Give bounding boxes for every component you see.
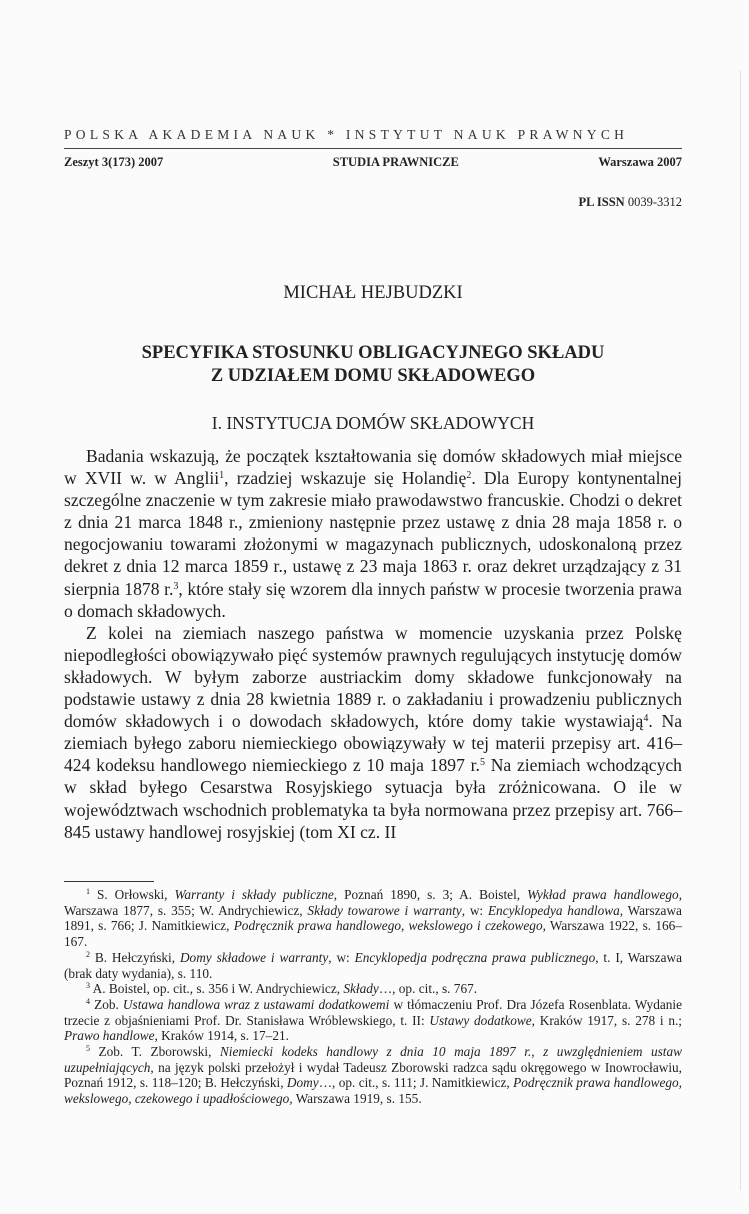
journal-name: STUDIA PRAWNICZE: [332, 155, 459, 169]
article-author: MICHAŁ HEJBUDZKI: [283, 283, 463, 303]
footnote-number: 2: [86, 949, 90, 959]
footnote: $^2$ B. Hełczyński, Domy składowe i warranty, w: Encyklopedja podręczna prawa publicznego, t. I, Warszawa (brak daty wydania), s. 110.: [64, 949, 682, 981]
footnotes: [64, 887, 682, 1107]
place-year: Warszawa 2007: [598, 155, 682, 169]
footnote: $^1$ S. Orłowski, Warranty i składy publiczne, Poznań 1890, s. 3; A. Boistel, Wykład prawa handlowego, Warszawa 1877, s. 355; W. Andrychiewicz, Składy towarowe i warranty, w: Encyklopedya handlowa, Warszawa 1891, s. 766; J. Namitkiewicz, Podręcznik prawa handlowego, wekslowego i czekowego, Warszawa 1922, s. 166–167.: [64, 887, 683, 950]
footnote-reference[interactable]: 2: [466, 470, 472, 482]
header-rule: [64, 148, 682, 149]
footnote-reference[interactable]: 4: [643, 713, 649, 725]
italic-title: Ustawy dodatkowe: [429, 1012, 532, 1028]
italic-title: Składy towarowe i warranty: [307, 902, 462, 918]
italic-title: Domy składowe i warranty: [179, 949, 329, 965]
issn-label: PL ISSN: [578, 195, 625, 209]
italic-title: Wykład prawa handlowego: [527, 887, 679, 902]
footnote-number: 1: [86, 887, 90, 896]
italic-title: Podręcznik prawa handlowego, wekslowego i czekowego: [233, 918, 543, 934]
paragraph: Badania wskazują, że początek kształtowania się domów składowych miał miejsce w XVII w. w Anglii$^1$, rzadziej wskazuje się Holandię$^2$. Dla Europy kontynentalnej szczególne znaczenie w tym zakresie miało prawodawstwo francuskie. Chodzi o dekret z dnia 21 marca 1848 r., zmieniony następnie przez ustawę z dnia 28 maja 1858 r. o negocjowaniu towarami złożonymi w magazynach publicznych, udoskonaloną przez dekret z dnia 12 marca 1859 r., ustawę z 23 maja 1863 r. oraz dekret urządzający z 31 sierpnia 1878 r.$^3$, które stały się wzorem dla innych państw w procesie tworzenia prawa o domach składowych.: [64, 446, 682, 621]
footnote-rule: [64, 881, 154, 882]
article-title: [64, 342, 682, 388]
journal-info-row: [64, 155, 682, 170]
italic-title: Prawo handlowe: [64, 1028, 155, 1044]
body-text: [64, 445, 682, 843]
italic-title: Niemiecki kodeks handlowy z dnia 10 maja 1897 r., z uwzględnieniem ustaw uzupełniających: [64, 1044, 683, 1075]
italic-title: Domy: [286, 1075, 319, 1091]
italic-title: Encyklopedya handlowa: [487, 902, 620, 918]
issn-number: 0039-3312: [627, 195, 682, 209]
title-line-1: SPECYFIKA STOSUNKU OBLIGACYJNEGO SKŁADU: [141, 343, 605, 363]
italic-title: Encyklopedja podręczna prawa publicznego: [354, 949, 596, 965]
footnote: $^4$ Zob. Ustawa handlowa wraz z ustawami dodatkowemi w tłómaczeniu Prof. Dra Józefa Rosenblata. Wydanie trzecie z objaśnieniami Prof. Dr. Stanisława Wróblewskiego, t. II: Ustawy dodatkowe, Kraków 1917, s. 278 i n.; Prawo handlowe, Kraków 1914, s. 17–21.: [64, 996, 682, 1044]
footnote: $^5$ Zob. T. Zborowski, Niemiecki kodeks handlowy z dnia 10 maja 1897 r., z uwzględnieniem ustaw uzupełniających, na język polski przełożył i wydał Tadeusz Zborowski radzca sądu okręgowego w Inowrocławiu, Poznań 1912, s. 118–120; B. Hełczyński, Domy…, op. cit., s. 111; J. Namitkiewicz, Podręcznik prawa handlowego, wekslowego, czekowego i upadłościowego, Warszawa 1919, s. 155.: [64, 1044, 683, 1107]
italic-title: Składy: [343, 981, 379, 997]
italic-title: Ustawa handlowa wraz z ustawami dodatkowemi: [122, 996, 390, 1012]
paragraph: Z kolei na ziemiach naszego państwa w momencie uzyskania przez Polskę niepodległości obowiązywało pięć systemów prawnych regulujących instytucję domów składowych. W byłym zaborze austriackim domy składowe funkcjonowały na podstawie ustawy z dnia 28 kwietnia 1889 r. o zakładaniu i prowadzeniu publicznych domów składowych i o dowodach składowych, które domy takie wystawiają$^4$. Na ziemiach byłego zaboru niemieckiego obowiązywały w tej materii przepisy art. 416–424 kodeksu handlowego niemieckiego z 10 maja 1897 r.$^5$ Na ziemiach wchodzących w skład byłego Cesarstwa Rosyjskiego sytuacja była zróżnicowana. O ile w województwach wschodnich problematyka ta była normowana przez przepisy art. 766–845 ustawy handlowej rosyjskiej (tom XI cz. II: [64, 622, 682, 842]
footnote-reference[interactable]: 3: [173, 580, 179, 592]
footnote-number: 3: [86, 981, 90, 991]
footnote-reference[interactable]: 1: [219, 470, 225, 482]
italic-title: Warranty i składy publiczne: [174, 887, 334, 902]
issn: [578, 195, 682, 210]
footnote-reference[interactable]: 5: [479, 757, 485, 769]
footnote-number: 5: [86, 1044, 90, 1054]
scan-edge-line: [740, 70, 741, 1190]
title-line-2: Z UDZIAŁEM DOMU SKŁADOWEGO: [210, 366, 536, 386]
footnote: $^3$ A. Boistel, op. cit., s. 356 i W. Andrychiewicz, Składy…, op. cit., s. 767.: [86, 981, 478, 997]
footnote-number: 4: [86, 996, 90, 1006]
section-heading: I. INSTYTUCJA DOMÓW SKŁADOWYCH: [211, 413, 535, 433]
issue-number: Zeszyt 3(173) 2007: [64, 155, 164, 169]
italic-title: Podręcznik prawa handlowego, wekslowego, czekowego i upadłościowego: [64, 1075, 682, 1107]
institution-header: POLSKA AKADEMIA NAUK * INSTYTUT NAUK PRAWNYCH: [64, 127, 629, 142]
